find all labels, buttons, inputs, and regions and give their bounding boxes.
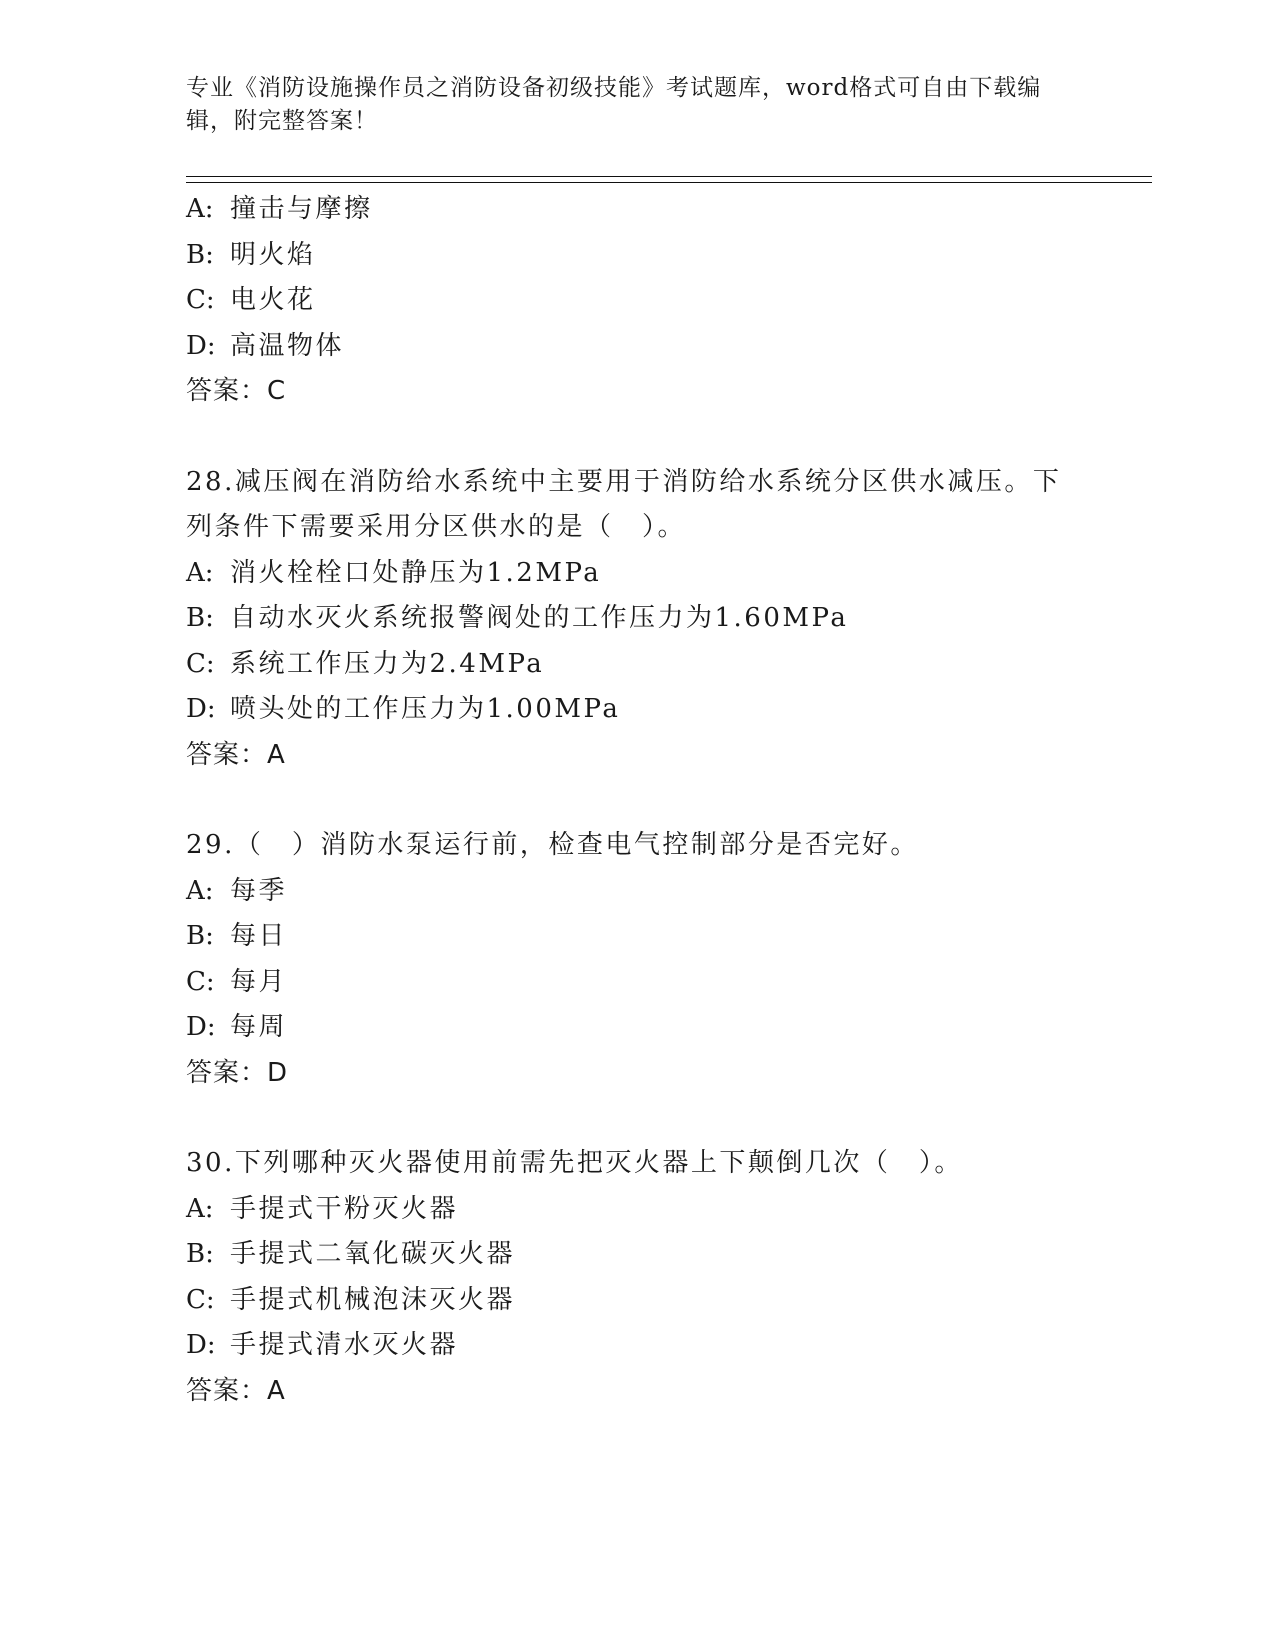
- answer-line: 答案：A: [186, 739, 286, 770]
- option-c: [186, 642, 1086, 688]
- question-block: [186, 1141, 1086, 1414]
- option-a: [186, 551, 1086, 597]
- option-c: [186, 960, 1086, 1006]
- option-text: 明火焰: [230, 239, 316, 270]
- answer-line: 答案：C: [186, 376, 287, 406]
- option-letter: B:: [186, 921, 214, 951]
- document-header: 专业《消防设施操作员之消防设备初级技能》考试题库，word格式可自由下载编辑，附完整答案！: [186, 75, 1042, 134]
- option-letter: B:: [186, 1239, 214, 1269]
- answer-line: 答案：D: [186, 1057, 289, 1088]
- header-divider-bottom: [186, 182, 1152, 183]
- option-text: 手提式二氧化碳灭火器: [230, 1239, 516, 1269]
- option-letter: A:: [186, 557, 214, 588]
- option-d: [186, 1323, 1086, 1369]
- option-text: 系统工作压力为2.4MPa: [230, 648, 545, 679]
- option-a: [186, 869, 1086, 915]
- option-letter: D:: [186, 1012, 216, 1042]
- option-d: [186, 1005, 1086, 1051]
- header-divider-top: [186, 176, 1152, 177]
- question-stem: 29.（ ）消防水泵运行前，检查电气控制部分是否完好。: [186, 830, 919, 860]
- option-letter: D:: [186, 1330, 216, 1360]
- option-a: [186, 1187, 1086, 1233]
- option-d: [186, 324, 1086, 370]
- option-text: 每日: [230, 921, 288, 951]
- option-d: [186, 687, 1086, 733]
- option-letter: B:: [186, 603, 214, 633]
- option-letter: A:: [186, 1193, 214, 1224]
- option-a: [186, 187, 1086, 233]
- option-text: 手提式清水灭火器: [230, 1330, 459, 1360]
- option-b: [186, 1232, 1086, 1278]
- option-b: [186, 914, 1086, 960]
- option-letter: B:: [186, 239, 214, 270]
- question-list: [186, 187, 1086, 1414]
- option-b: [186, 233, 1086, 279]
- option-text: 自动水灭火系统报警阀处的工作压力为1.60MPa: [230, 603, 849, 633]
- option-text: 消火栓栓口处静压为1.2MPa: [230, 557, 602, 588]
- option-letter: C:: [186, 1284, 215, 1315]
- option-text: 每季: [230, 875, 288, 906]
- option-letter: C:: [186, 285, 215, 315]
- option-text: 手提式干粉灭火器: [230, 1193, 459, 1224]
- answer-line: 答案：A: [186, 1375, 286, 1406]
- option-letter: A:: [186, 194, 214, 224]
- option-text: 每周: [230, 1012, 288, 1042]
- option-letter: D:: [186, 330, 216, 361]
- option-text: 喷头处的工作压力为1.00MPa: [230, 694, 621, 724]
- option-text: 手提式机械泡沫灭火器: [230, 1284, 516, 1315]
- question-block: [186, 187, 1086, 415]
- question-block: [186, 460, 1086, 779]
- question-stem: 30.下列哪种灭火器使用前需先把灭火器上下颠倒几次（ ）。: [186, 1148, 963, 1178]
- option-c: [186, 278, 1086, 324]
- option-text: 每月: [230, 966, 288, 997]
- option-c: [186, 1278, 1086, 1324]
- option-letter: C:: [186, 648, 215, 679]
- option-text: 高温物体: [230, 330, 345, 361]
- option-letter: A:: [186, 875, 214, 906]
- option-letter: D:: [186, 694, 216, 724]
- option-text: 撞击与摩擦: [230, 194, 373, 224]
- question-block: [186, 823, 1086, 1096]
- option-letter: C:: [186, 966, 215, 997]
- option-b: [186, 596, 1086, 642]
- option-text: 电火花: [230, 285, 316, 315]
- question-stem: 28.减压阀在消防给水系统中主要用于消防给水系统分区供水减压。下列条件下需要采用分区供水的是（ ）。: [186, 466, 1062, 542]
